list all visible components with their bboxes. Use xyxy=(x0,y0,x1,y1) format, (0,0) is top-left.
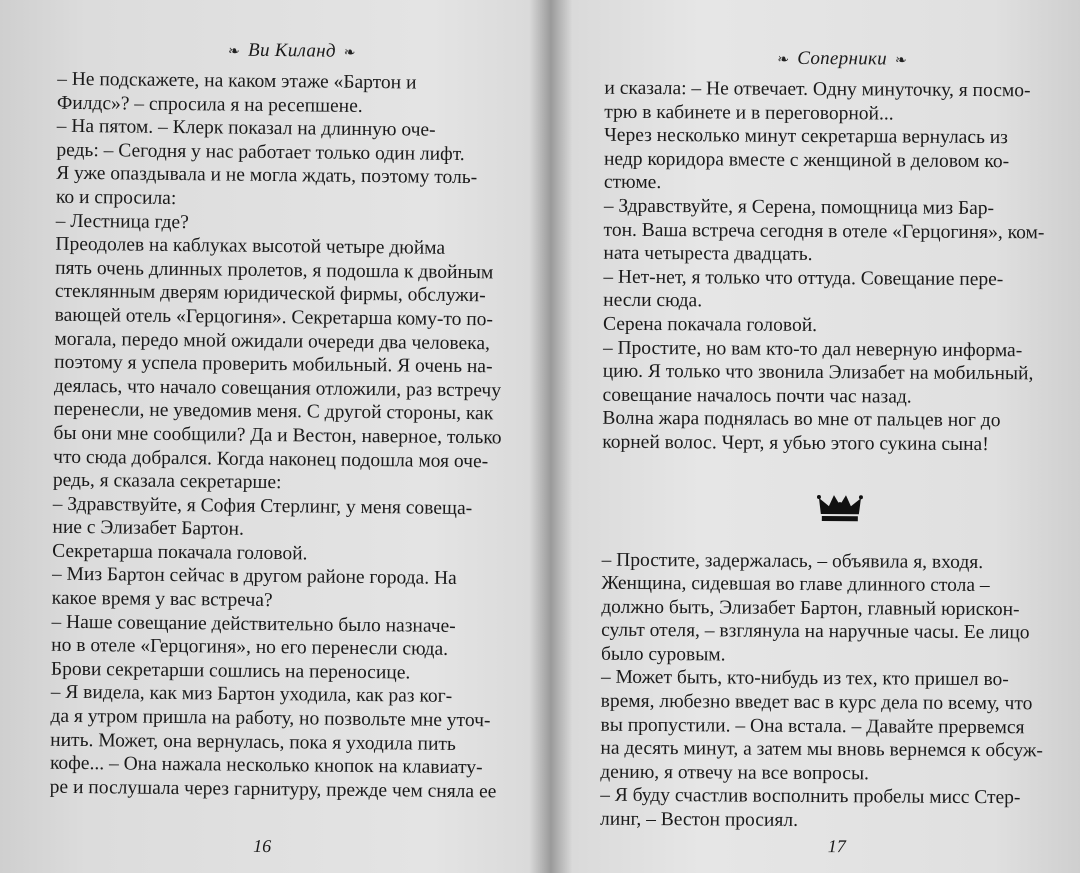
text-line: должно быть, Элизабет Бартон, главный юрискон- xyxy=(601,596,1020,620)
text-line: но в отеле «Герцогиня», но его перенесли сюда. xyxy=(51,634,449,661)
text-line: деялась, что начало совещания отложили, раз встречу xyxy=(53,375,502,402)
text-line: да я утром пришла на работу, но позвольте мне уточ- xyxy=(50,705,491,732)
text-line: Секретарша покачала головой. xyxy=(52,540,308,565)
text-line: нить. Может, она вернулась, пока я уходила пить xyxy=(50,729,456,755)
ornament-icon: ❧ xyxy=(777,52,790,68)
left-page-text xyxy=(50,68,527,804)
text-line: трю в кабинете и в переговорной... xyxy=(604,101,894,125)
crown-icon xyxy=(816,492,862,522)
text-line: время, любезно введет вас в курс дела по всему, что xyxy=(600,690,1033,715)
text-line: – Я буду счастлив восполнить пробелы мисс Стер- xyxy=(600,785,1021,809)
text-line: могала, передо мной ожидали очереди два человека, xyxy=(54,328,491,354)
text-line: Через несколько минут секретарша вернулась из xyxy=(604,124,1008,149)
text-line: – Наше совещание действительно было назначе- xyxy=(51,611,456,637)
text-line: Серена покачала головой. xyxy=(602,313,818,336)
text-line: какое время у вас встреча? xyxy=(51,587,273,612)
text-line: – На пятом. – Клерк показал на длинную оче- xyxy=(56,115,436,141)
text-line: ре и послушала через гарнитуру, прежде чем сняла ее xyxy=(49,776,497,803)
text-line: Женщина, сидевшая во главе длинного стола – xyxy=(601,572,990,597)
ornament-icon: ❧ xyxy=(894,53,908,69)
text-line: поэтому я успела проверить мобильный. Я очень на- xyxy=(54,351,493,378)
text-line: – Нет-нет, я только что оттуда. Совещание пере- xyxy=(603,266,1004,290)
text-line: бы они мне сообщили? Да и Вестон, наверное, только xyxy=(53,422,502,449)
text-line: – Здравствуйте, я София Стерлинг, у меня совеща- xyxy=(52,493,473,519)
text-line: – Простите, задержалась, – объявила я, входя. xyxy=(601,549,984,573)
right-running-head xyxy=(605,47,1080,72)
right-page-text-bottom xyxy=(600,548,1077,834)
text-line: сульт отеля, – взглянула на наручные часы. Ее лицо xyxy=(601,619,1030,644)
text-line: Брови секретарши сошлись на переносице. xyxy=(50,658,411,684)
text-line: цию. Я только что звонила Элизабет на мобильный, xyxy=(602,360,1034,385)
text-line: – Я видела, как миз Бартон уходила, как раз ког- xyxy=(50,682,453,708)
author-name: Ви Киланд xyxy=(247,39,336,62)
right-page-number: 17 xyxy=(827,836,846,857)
text-line: стеклянным дверям юридической фирмы, обслужи- xyxy=(54,281,486,307)
text-line: редь, я сказала секретарше: xyxy=(52,469,282,494)
book-title: Соперники xyxy=(797,47,888,70)
text-line: стюме. xyxy=(603,172,662,194)
text-line: ние с Элизабет Бартон. xyxy=(52,517,245,541)
text-line: на десять минут, а затем мы вновь вернемся к обсуж- xyxy=(600,737,1043,762)
text-line: перенесли, не уведомив меня. С другой стороны, как xyxy=(53,399,494,425)
text-line: недр коридора вместе с женщиной в деловом ко- xyxy=(603,148,1010,172)
text-line: и сказала: – Не отвечает. Одну минуточку, я посмо- xyxy=(604,77,1031,102)
text-line: – Миз Бартон сейчас в другом районе города. На xyxy=(51,564,457,590)
text-line: ко и спросила: xyxy=(55,186,177,209)
text-line: линг, – Вестон просиял. xyxy=(599,808,799,831)
right-page xyxy=(548,0,1080,873)
text-line: что сюда добрался. Когда наконец подошла моя оче- xyxy=(53,446,489,472)
text-line: тон. Ваша встреча сегодня в отеле «Герцогиня», ком- xyxy=(603,219,1045,243)
right-page-text-top xyxy=(602,77,1079,457)
text-line: вающей отель «Герцогиня». Секретарша кому-то по- xyxy=(54,304,494,331)
text-line: совещание началось почти час назад. xyxy=(602,384,912,408)
ornament-icon: ❧ xyxy=(227,44,241,60)
left-page-number: 16 xyxy=(253,835,272,857)
text-line: Волна жара поднялась во мне от пальцев ног до xyxy=(602,408,1001,432)
text-line: несли сюда. xyxy=(603,290,703,312)
text-line: Филдс»? – спросила я на ресепшене. xyxy=(56,92,363,117)
text-line: было суровым. xyxy=(600,643,726,666)
text-line: Я уже опаздывала и не могла ждать, поэтому толь- xyxy=(56,163,478,189)
text-line: вы пропустили. – Она встала. – Давайте прервемся xyxy=(600,714,1025,738)
text-line: редь: – Сегодня у нас работает только один лифт. xyxy=(56,139,465,165)
text-line: – Лестница где? xyxy=(55,210,189,233)
text-line: пять очень длинных пролетов, я подошла к двойным xyxy=(55,257,494,284)
text-line: корней волос. Черт, я убью этого сукина сына! xyxy=(602,431,989,455)
text-line: Преодолев на каблуках высотой четыре дюйма xyxy=(55,233,446,259)
left-running-head xyxy=(57,38,526,65)
text-line: дению, я отвечу на все вопросы. xyxy=(600,761,870,785)
text-line: – Может быть, кто-нибудь из тех, кто пришел во- xyxy=(600,667,1009,691)
ornament-icon: ❧ xyxy=(343,45,356,61)
text-line: – Простите, но вам кто-то дал неверную информа- xyxy=(602,337,1023,361)
text-line: – Здравствуйте, я Серена, помощница миз Бар- xyxy=(603,195,995,220)
text-line: ната четыреста двадцать. xyxy=(603,242,813,266)
text-line: – Не подскажете, на каком этаже «Бартон и xyxy=(57,68,417,94)
text-line: кофе... – Она нажала несколько кнопок на клавиату- xyxy=(49,752,483,779)
